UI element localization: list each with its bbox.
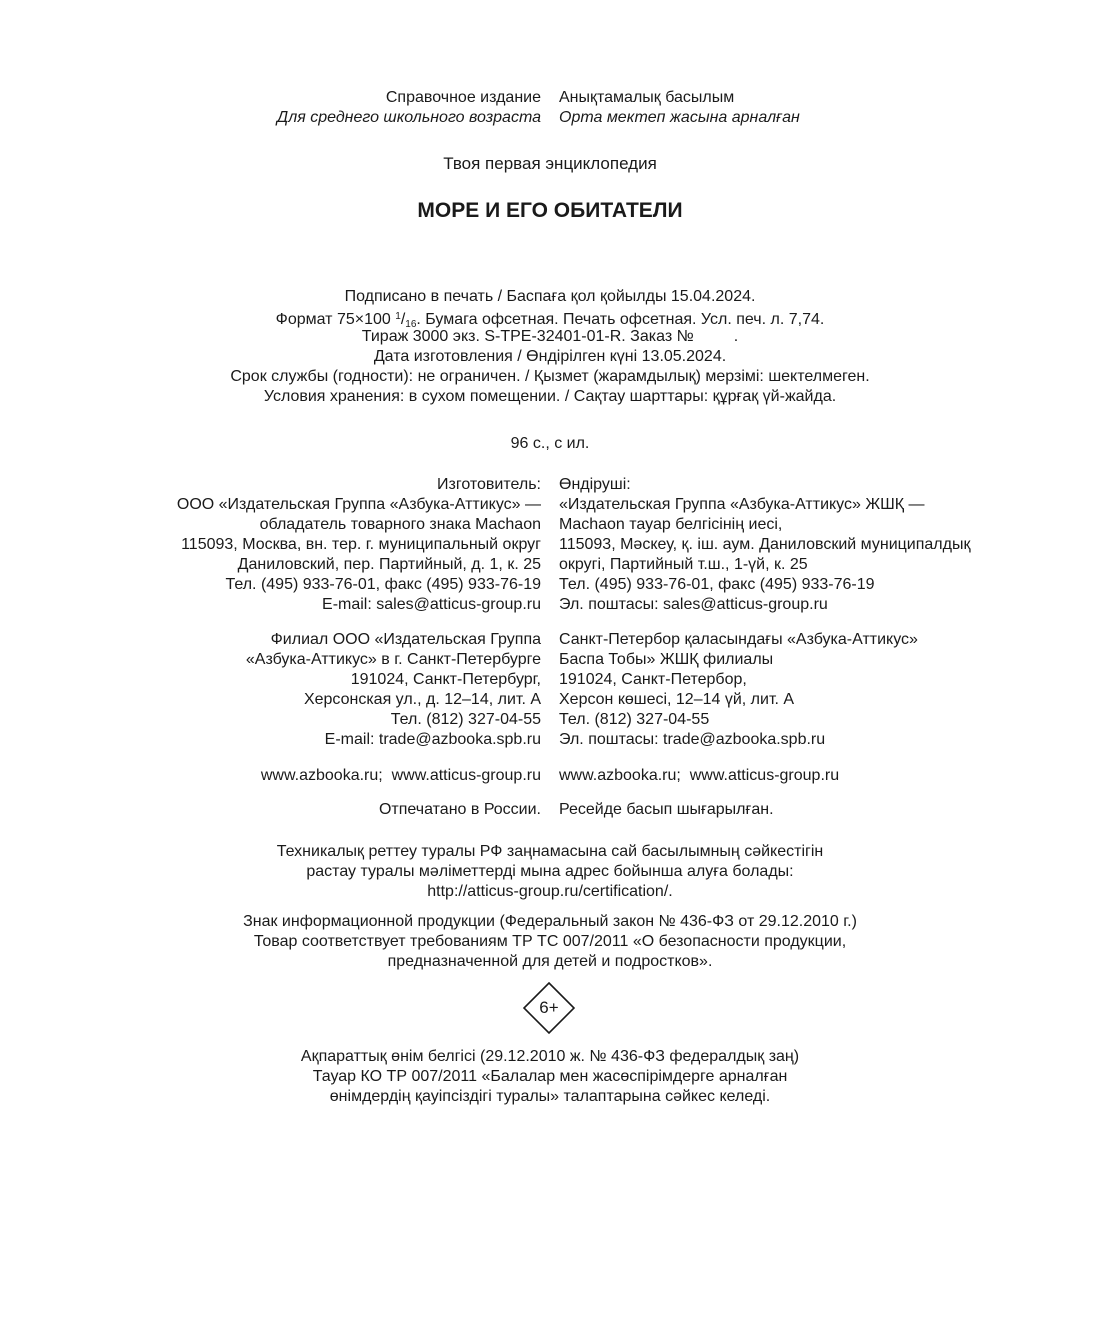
print-run: Тираж 3000 экз. S-TPE-32401-01-R. Заказ № . (361, 328, 739, 345)
info-sign-ru-line: Знак информационной продукции (Федеральный закон № 436-ФЗ от 29.12.2010 г.) (243, 913, 857, 930)
branch-kz (559, 630, 918, 750)
format-fraction-slash: / (400, 311, 406, 328)
storage-conditions: Условия хранения: в сухом помещении. / Сақтау шарттары: құрғақ үй-жайда. (263, 388, 837, 405)
publication-type-kz: Анықтамалық басылым (559, 89, 735, 106)
info-sign-ru-line: предназначенной для детей и подростков». (387, 953, 713, 970)
age-group-kz: Орта мектеп жасына арналған (559, 109, 800, 126)
info-sign-ru-block (0, 912, 1100, 972)
certification-block (0, 842, 1100, 902)
manufacturer-kz-line: Өндіруші: (559, 476, 631, 493)
signed-to-print: Подписано в печать / Баспаға қол қойылды 15.04.2024. (344, 288, 756, 305)
manufacturer-ru-line: обладатель товарного знака Machaon (259, 516, 541, 533)
info-sign-kz-line: Тауар КО ТР 007/2011 «Балалар мен жасөспірімдерге арналған (312, 1068, 788, 1085)
format-suffix: . Бумага офсетная. Печать офсетная. Усл. печ. л. 7,74. (416, 311, 825, 328)
age-rating-badge (523, 982, 575, 1034)
branch-ru-line: Херсонская ул., д. 12–14, лит. А (303, 691, 541, 708)
certification-line: растау туралы мәліметтерді мына адрес бойынша алуға болады: (306, 863, 794, 880)
certification-url: http://atticus-group.ru/certification/. (427, 883, 673, 900)
branch-kz-line: Херсон көшесі, 12–14 үй, лит. А (559, 691, 795, 708)
header-left-column (277, 88, 541, 128)
branch-kz-email: Эл. поштасы: trade@azbooka.spb.ru (559, 731, 826, 748)
manufacturer-kz-line: Тел. (495) 933-76-01, факс (495) 933-76-19 (559, 576, 875, 593)
manufacturer-kz-line: Machaon тауар белгісінің иесі, (559, 516, 783, 533)
manufacturer-ru-line: Тел. (495) 933-76-01, факс (495) 933-76-19 (225, 576, 541, 593)
manufacturer-kz-line: округі, Партийный т.ш., 1-үй, к. 25 (559, 556, 808, 573)
manufacturer-ru-email: E-mail: sales@atticus-group.ru (322, 596, 541, 613)
manufacture-date: Дата изготовления / Өндірілген күні 13.05.2024. (373, 348, 727, 365)
manufacturer-ru-line: 115093, Москва, вн. тер. г. муниципальный округ (181, 536, 541, 553)
branch-kz-line: Баспа Тобы» ЖШҚ филиалы (559, 651, 774, 668)
branch-kz-line: Санкт-Петербор қаласындағы «Азбука-Аттикус» (559, 631, 918, 648)
imprint-block (0, 287, 1100, 407)
info-sign-kz-line: өнімдердің қауіпсіздігі туралы» талаптарына сәйкес келеді. (329, 1088, 771, 1105)
printed-in-kz: Ресейде басып шығарылған. (559, 801, 774, 818)
branch-ru-line: Тел. (812) 327-04-55 (390, 711, 541, 728)
format-fraction-denominator: 16 (405, 319, 417, 330)
branch-kz-line: 191024, Санкт-Петербор, (559, 671, 747, 688)
certification-line: Техникалық реттеу туралы РФ заңнамасына сай басылымның сәйкестігін (276, 843, 824, 860)
format-line (0, 307, 1100, 330)
info-sign-kz-block (0, 1047, 1100, 1107)
manufacturer-kz-line: «Издательская Группа «Азбука-Аттикус» ЖШҚ — (559, 496, 925, 513)
printed-in-ru: Отпечатано в России. (378, 801, 541, 818)
manufacturer-kz (559, 475, 970, 615)
shelf-life: Срок службы (годности): не ограничен. / Қызмет (жарамдылық) мерзімі: шектелмеген. (230, 368, 870, 385)
manufacturer-ru-line: Даниловский, пер. Партийный, д. 1, к. 25 (237, 556, 541, 573)
branch-ru (246, 630, 541, 750)
manufacturer-kz-line: 115093, Мәскеу, қ. іш. аум. Даниловский муниципалдық (559, 536, 971, 553)
info-sign-ru-line: Товар соответствует требованиям ТР ТС 007/2011 «О безопасности продукции, (253, 933, 847, 950)
branch-ru-email: E-mail: trade@azbooka.spb.ru (324, 731, 541, 748)
page-count: 96 с., с ил. (510, 435, 590, 452)
format-fraction-numerator: 1 (395, 311, 401, 322)
age-rating-label: 6+ (539, 998, 559, 1017)
manufacturer-ru-line: ООО «Издательская Группа «Азбука-Аттикус» — (176, 496, 541, 513)
branch-ru-line: «Азбука-Аттикус» в г. Санкт-Петербурге (245, 651, 541, 668)
websites-ru: www.azbooka.ru; www.atticus-group.ru (260, 767, 541, 784)
book-title: МОРЕ И ЕГО ОБИТАТЕЛИ (417, 199, 683, 222)
age-group-ru: Для среднего школьного возраста (276, 109, 541, 126)
series-name: Твоя первая энциклопедия (443, 154, 657, 173)
branch-ru-line: Филиал ООО «Издательская Группа (270, 631, 541, 648)
manufacturer-ru (177, 475, 541, 615)
format-prefix: Формат 75×100 (275, 311, 391, 328)
branch-kz-line: Тел. (812) 327-04-55 (559, 711, 710, 728)
publication-type-ru: Справочное издание (385, 89, 541, 106)
manufacturer-ru-line: Изготовитель: (437, 476, 541, 493)
websites-kz: www.azbooka.ru; www.atticus-group.ru (559, 767, 840, 784)
branch-ru-line: 191024, Санкт-Петербург, (350, 671, 541, 688)
header-right-column (559, 88, 800, 128)
manufacturer-kz-email: Эл. поштасы: sales@atticus-group.ru (559, 596, 828, 613)
info-sign-kz-line: Ақпараттық өнім белгісі (29.12.2010 ж. № 436-ФЗ федералдық заң) (300, 1048, 800, 1065)
